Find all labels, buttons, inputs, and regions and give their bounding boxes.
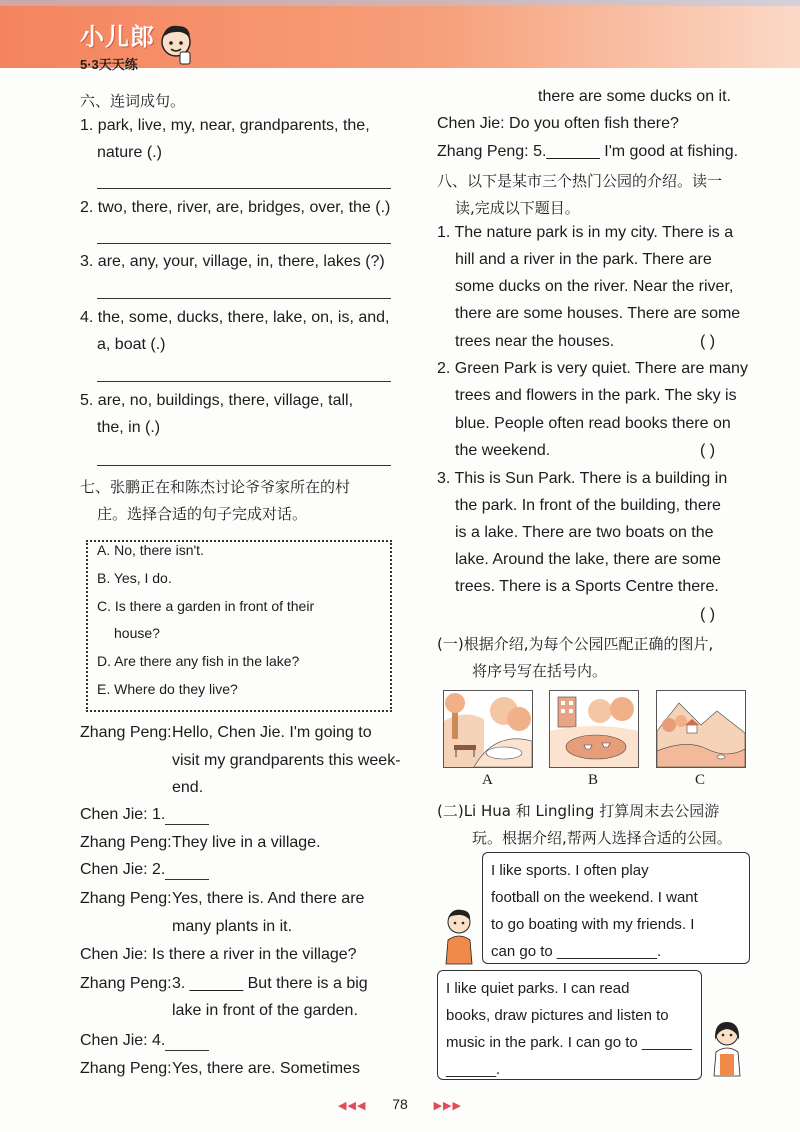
dialogue-text: 4.: [152, 1032, 209, 1051]
section-8-title-1: 八、以下是某市三个热门公园的介绍。读一: [437, 172, 723, 190]
dialogue-speaker: Zhang Peng:: [80, 890, 172, 907]
q6-1-line2: nature (.): [97, 144, 162, 161]
q6-5-line1: 5. are, no, buildings, there, village, tall,: [80, 392, 354, 409]
section-6-title: 六、连词成句。: [80, 92, 186, 110]
dialogue-text: 2.: [152, 861, 209, 880]
option-d: D. Are there any fish in the lake?: [97, 653, 300, 669]
boy-avatar: [438, 906, 480, 966]
dialogue-text: visit my grandparents this week-: [172, 752, 401, 769]
q6-2-line1: 2. two, there, river, are, bridges, over, the (.): [80, 199, 391, 216]
bubble-2-line: I like quiet parks. I can read: [446, 980, 630, 997]
q8-1-instruction: (一)根据介绍,为每个公园匹配正确的图片,: [437, 635, 714, 653]
picture-label-c: C: [695, 772, 706, 788]
dialogue-text: Yes, there is. And there are: [172, 890, 365, 907]
page-footer: [0, 1096, 800, 1112]
park-1-text: some ducks on the river. Near the river,: [455, 278, 734, 295]
park-2-text: blue. People often read books there on: [455, 415, 731, 432]
lingling-speech-bubble: [437, 970, 702, 1080]
dialogue-speaker: Chen Jie:: [80, 946, 148, 963]
bubble-2-line: books, draw pictures and listen to: [446, 1007, 669, 1024]
option-a: A. No, there isn't.: [97, 542, 204, 558]
section-7-title-2: 庄。选择合适的句子完成对话。: [97, 505, 308, 523]
park-1-text: there are some houses. There are some: [455, 305, 741, 322]
park-3-text: 3. This is Sun Park. There is a building in: [437, 470, 728, 487]
dialogue-speaker: Zhang Peng:: [80, 975, 172, 992]
brand-logo: [80, 26, 155, 73]
dialogue-text: there are some ducks on it.: [538, 88, 731, 105]
bubble-2-line[interactable]: ______.: [446, 1061, 501, 1078]
q6-3-line1: 3. are, any, your, village, in, there, lakes (?): [80, 253, 385, 270]
answer-paren-2[interactable]: ( ): [700, 442, 716, 459]
park-3-text: is a lake. There are two boats on the: [455, 524, 714, 541]
series-name: 5·3天天练: [80, 57, 138, 72]
bubble-2-line[interactable]: music in the park. I can go to ______: [446, 1034, 692, 1051]
park-3-text: lake. Around the lake, there are some: [455, 551, 721, 568]
prev-arrows-icon: ◀◀◀: [338, 1100, 367, 1112]
bubble-1-line: to go boating with my friends. I: [491, 916, 695, 933]
picture-label-b: B: [588, 772, 599, 788]
park-picture-a: [443, 690, 533, 768]
answer-line-6-4[interactable]: [97, 381, 391, 382]
answer-paren-1[interactable]: ( ): [700, 333, 716, 350]
park-1-text: 1. The nature park is in my city. There is a: [437, 224, 734, 241]
park-3-text: the park. In front of the building, there: [455, 497, 721, 514]
mascot-icon: [156, 22, 196, 68]
li-hua-speech-bubble: [482, 852, 750, 964]
q8-1-instruction-2: 将序号写在括号内。: [472, 662, 608, 680]
answer-line-6-2[interactable]: [97, 243, 391, 244]
section-8-title-2: 读,完成以下题目。: [455, 199, 580, 217]
blank-4[interactable]: [165, 1032, 209, 1051]
q8-2-instruction-2: 玩。根据介绍,帮两人选择合适的公园。: [472, 829, 732, 847]
q6-4-line1: 4. the, some, ducks, there, lake, on, is, and,: [80, 309, 390, 326]
answer-line-6-3[interactable]: [97, 298, 391, 299]
park-1-text: trees near the houses.: [455, 333, 615, 350]
dialogue-text: lake in front of the garden.: [172, 1002, 358, 1019]
q6-1-line1: 1. park, live, my, near, grandparents, the,: [80, 117, 370, 134]
dialogue-text: 3. ______ But there is a big: [172, 975, 368, 992]
bubble-1-line[interactable]: can go to ____________.: [491, 943, 662, 960]
dialogue-speaker: Chen Jie:: [80, 806, 148, 823]
park-3-text: trees. There is a Sports Centre there.: [455, 578, 719, 595]
dialogue-speaker: Zhang Peng:: [80, 724, 172, 741]
picture-label-a: A: [482, 772, 493, 788]
dialogue-speaker: Chen Jie:: [80, 1032, 148, 1049]
option-c-cont: house?: [114, 625, 160, 641]
dialogue-text: many plants in it.: [172, 918, 293, 935]
dialogue-speaker: Zhang Peng:: [80, 1060, 172, 1077]
park-picture-c: [656, 690, 746, 768]
dialogue-text: Yes, there are. Sometimes: [172, 1060, 360, 1077]
dialogue-text: Zhang Peng: 5.______ I'm good at fishing.: [437, 143, 739, 160]
dialogue-text: Is there a river in the village?: [152, 946, 357, 963]
answer-line-6-5[interactable]: [97, 465, 391, 466]
dialogue-text: 1.: [152, 806, 209, 825]
dialogue-text: They live in a village.: [172, 834, 321, 851]
dialogue-text: Hello, Chen Jie. I'm going to: [172, 724, 372, 741]
blank-2[interactable]: [165, 861, 209, 880]
answer-line-6-1[interactable]: [97, 188, 391, 189]
answer-paren-3[interactable]: ( ): [700, 606, 716, 623]
girl-avatar: [706, 1018, 748, 1078]
park-2-text: the weekend.: [455, 442, 551, 459]
dialogue-text: end.: [172, 779, 204, 796]
dialogue-text: Chen Jie: Do you often fish there?: [437, 115, 679, 132]
q6-4-line2: a, boat (.): [97, 336, 166, 353]
park-1-text: hill and a river in the park. There are: [455, 251, 712, 268]
section-7-title-1: 七、张鹏正在和陈杰讨论爷爷家所在的村: [80, 478, 351, 496]
q8-2-instruction: (二)Li Hua 和 Lingling 打算周末去公园游: [437, 802, 720, 820]
bubble-1-line: football on the weekend. I want: [491, 889, 698, 906]
option-b: B. Yes, I do.: [97, 570, 172, 586]
q6-5-line2: the, in (.): [97, 419, 161, 436]
page-number: 78: [392, 1096, 408, 1112]
option-e: E. Where do they live?: [97, 681, 238, 697]
next-arrows-icon: ▶▶▶: [433, 1100, 462, 1112]
bubble-1-line: I like sports. I often play: [491, 862, 649, 879]
dialogue-speaker: Chen Jie:: [80, 861, 148, 878]
park-picture-b: [549, 690, 639, 768]
dialogue-speaker: Zhang Peng:: [80, 834, 172, 851]
park-2-text: 2. Green Park is very quiet. There are many: [437, 360, 748, 377]
park-2-text: trees and flowers in the park. The sky is: [455, 387, 737, 404]
brand-name: 小儿郎: [80, 24, 155, 51]
option-c: C. Is there a garden in front of their: [97, 598, 315, 614]
blank-1[interactable]: [165, 806, 209, 825]
